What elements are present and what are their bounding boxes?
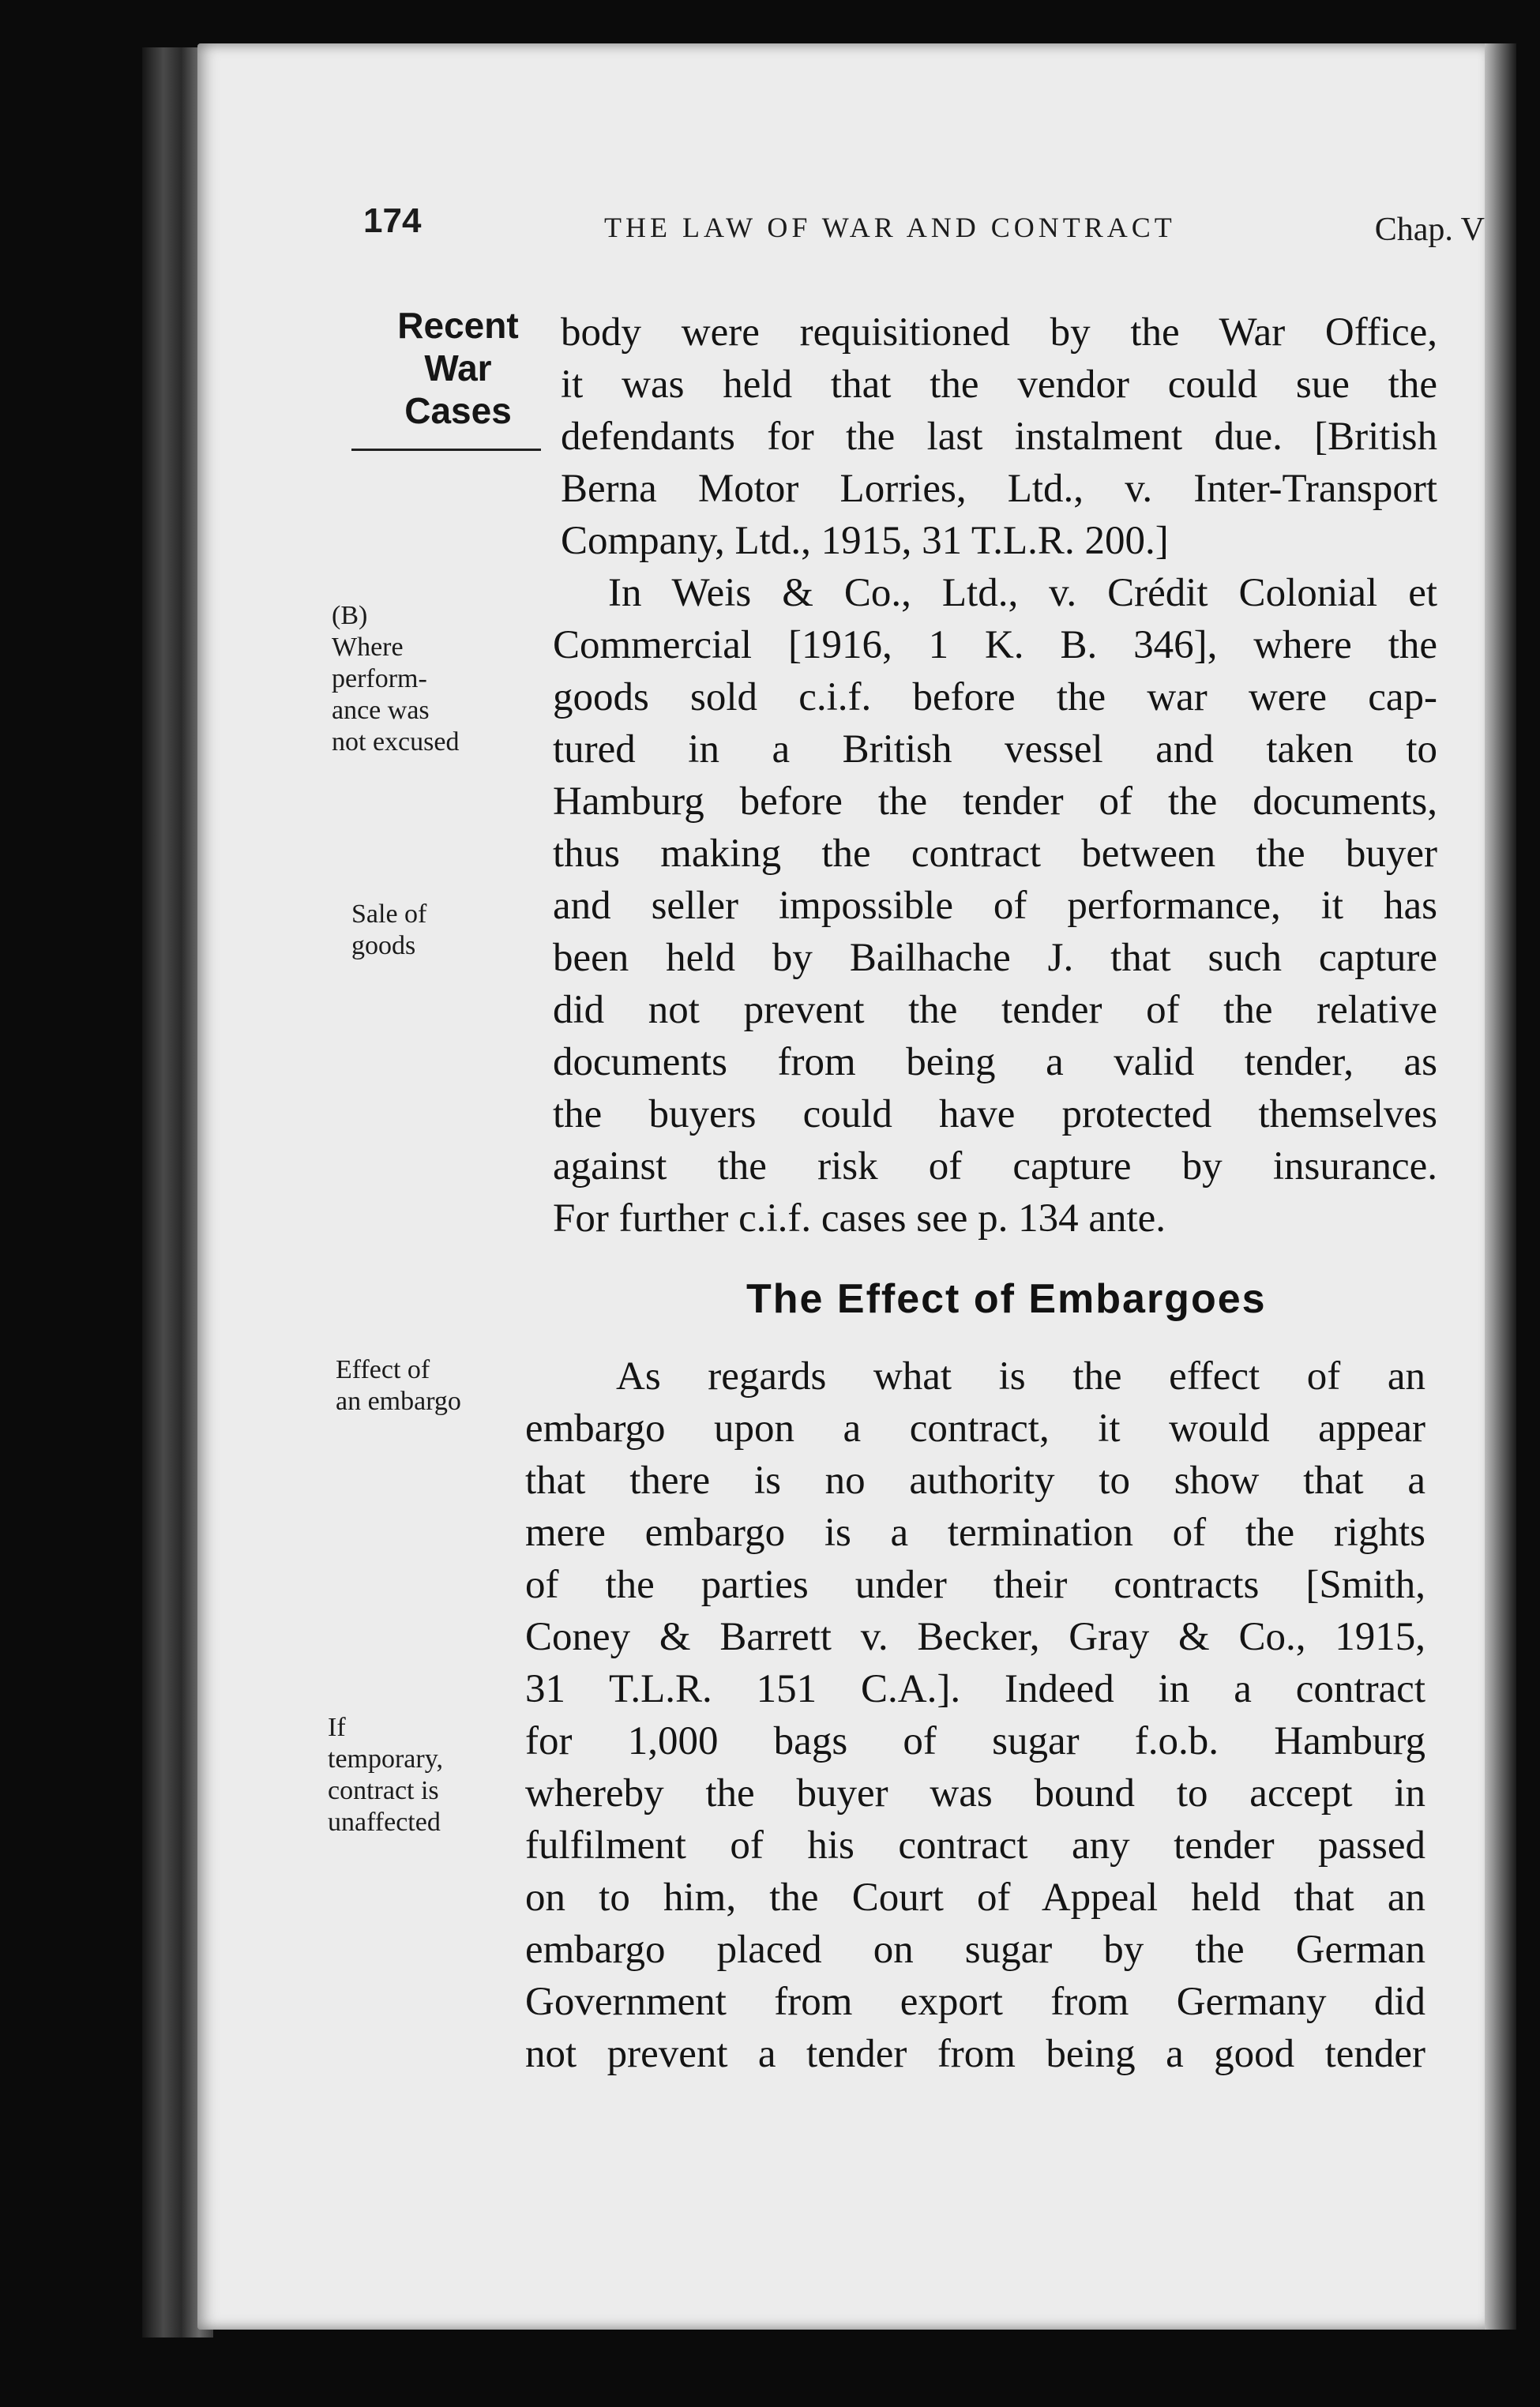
margin-note-line: temporary,	[328, 1744, 444, 1774]
text-line: Hamburg before the tender of the documents,	[553, 779, 1437, 824]
text-line: For further c.i.f. cases see p. 134 ante.	[553, 1196, 1166, 1241]
section-heading-embargoes: The Effect of Embargoes	[746, 1276, 1267, 1322]
text-line: In Weis & Co., Ltd., v. Crédit Colonial et	[608, 571, 1437, 615]
page-right-edge	[1485, 43, 1516, 2330]
text-line: Coney & Barrett v. Becker, Gray & Co., 1915,	[525, 1615, 1425, 1659]
margin-note-temporary-embargo	[328, 1712, 443, 1838]
margin-note-line: If	[328, 1713, 346, 1742]
margin-note-line: (B)	[332, 601, 368, 630]
text-line: embargo upon a contract, it would appear	[525, 1406, 1425, 1451]
margin-note-line: contract is	[328, 1776, 439, 1805]
side-heading-line: War	[424, 347, 492, 389]
text-line: defendants for the last instalment due. [British	[561, 415, 1437, 459]
margin-note-line: ance was	[332, 696, 430, 725]
page-header	[363, 201, 1485, 257]
text-line: against the risk of capture by insurance.	[553, 1144, 1437, 1188]
margin-note-sale-of-goods	[351, 899, 426, 962]
margin-note-line: goods	[351, 931, 416, 960]
text-line: goods sold c.i.f. before the war were cap-	[553, 675, 1437, 719]
text-line: and seller impossible of performance, it has	[553, 884, 1437, 928]
text-line: on to him, the Court of Appeal held that an	[525, 1876, 1425, 1920]
text-line: body were requisitioned by the War Office,	[561, 310, 1437, 355]
margin-note-line: perform-	[332, 664, 427, 693]
text-line: been held by Bailhache J. that such capture	[553, 936, 1437, 980]
text-line: fulfilment of his contract any tender passed	[525, 1823, 1425, 1868]
text-line: the buyers could have protected themselves	[553, 1092, 1437, 1136]
margin-note-line: Where	[332, 633, 404, 662]
text-line: it was held that the vendor could sue the	[561, 362, 1437, 407]
text-line: thus making the contract between the buyer	[553, 832, 1437, 876]
margin-note-line: Sale of	[351, 899, 427, 929]
margin-note-line: an embargo	[336, 1387, 461, 1416]
text-line: Government from export from Germany did	[525, 1980, 1425, 2024]
margin-note-not-excused	[332, 600, 459, 758]
margin-note-line: unaffected	[328, 1808, 441, 1837]
running-title: THE LAW OF WAR AND CONTRACT	[604, 212, 1176, 243]
paragraph-embargo	[525, 1403, 1425, 2080]
paragraph-weis-v-credit-colonial	[553, 567, 1437, 619]
text-line: documents from being a valid tender, as	[553, 1040, 1437, 1084]
paragraph-embargo-first-line	[525, 1350, 1425, 1403]
text-line: tured in a British vessel and taken to	[553, 727, 1437, 772]
text-line: Berna Motor Lorries, Ltd., v. Inter-Transport	[561, 467, 1437, 511]
text-line: not prevent a tender from being a good tender	[525, 2032, 1425, 2076]
page-number: 174	[363, 201, 422, 240]
side-heading-rule	[351, 449, 541, 451]
text-line: embargo placed on sugar by the German	[525, 1928, 1425, 1972]
paragraph-british-berna	[561, 306, 1437, 567]
side-heading-line: Recent	[397, 305, 519, 346]
paragraph-weis-continued	[553, 619, 1437, 1245]
margin-note-line: not excused	[332, 727, 460, 757]
side-heading-line: Cases	[404, 390, 512, 431]
margin-note-line: Effect of	[336, 1355, 430, 1384]
text-line: Commercial [1916, 1 K. B. 346], where the	[553, 623, 1437, 667]
text-line: mere embargo is a termination of the rights	[525, 1511, 1425, 1555]
margin-note-effect-of-embargo	[336, 1354, 461, 1418]
chapter-label: Chap. V	[1374, 212, 1485, 248]
text-line: did not prevent the tender of the relative	[553, 988, 1437, 1032]
text-line: 31 T.L.R. 151 C.A.]. Indeed in a contract	[525, 1667, 1425, 1711]
text-line: for 1,000 bags of sugar f.o.b. Hamburg	[525, 1719, 1425, 1763]
text-line: of the parties under their contracts [Smith,	[525, 1563, 1425, 1607]
text-line: whereby the buyer was bound to accept in	[525, 1771, 1425, 1816]
text-line: Company, Ltd., 1915, 31 T.L.R. 200.]	[561, 519, 1169, 563]
text-line: that there is no authority to show that a	[525, 1459, 1425, 1503]
side-heading-recent-war-cases	[391, 304, 525, 432]
text-line: As regards what is the effect of an	[616, 1354, 1425, 1399]
